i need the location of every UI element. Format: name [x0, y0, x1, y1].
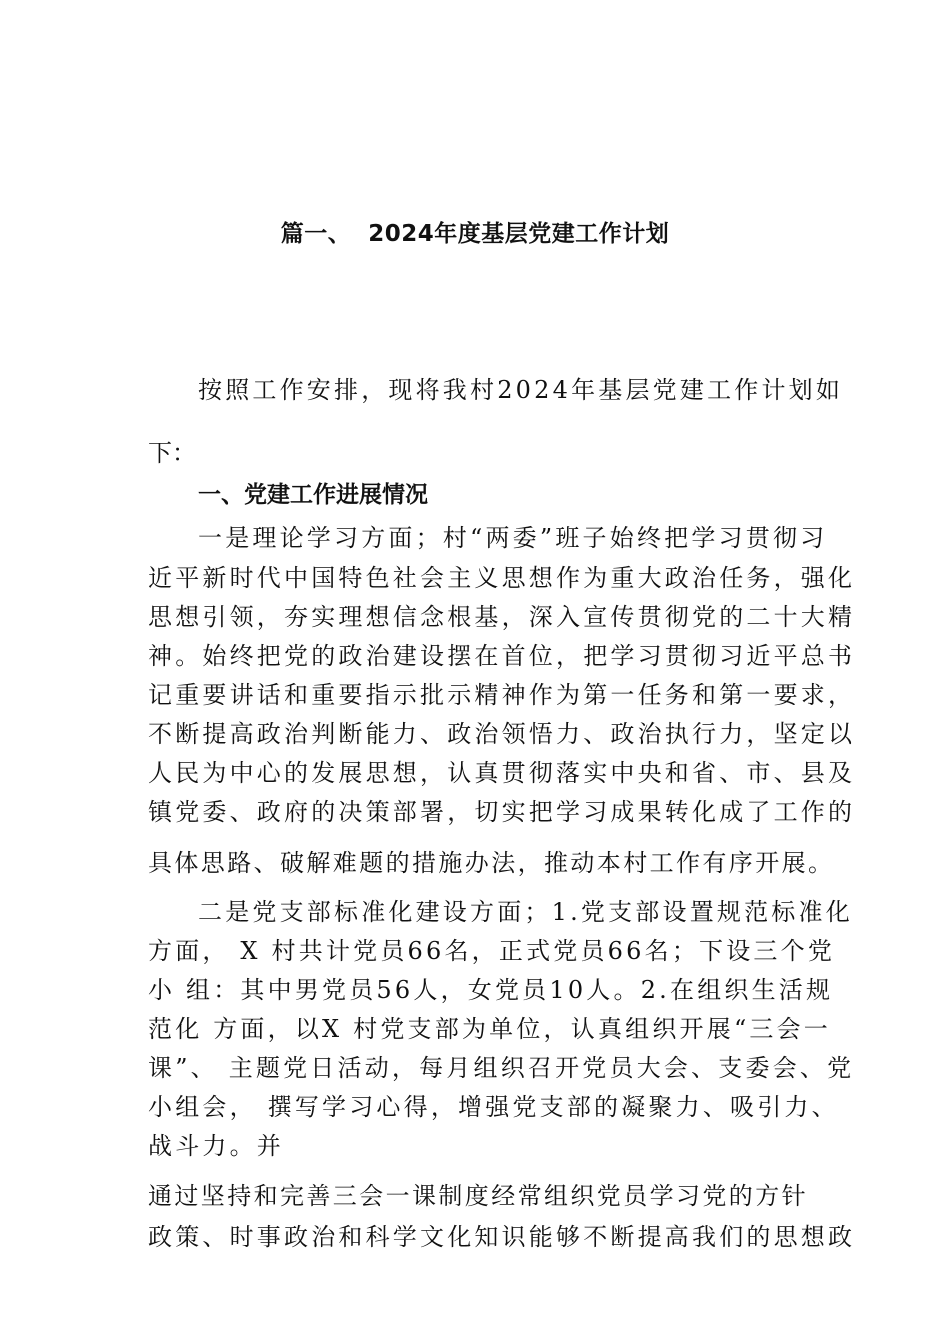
para1-line-4: 神。始终把党的政治建设摆在首位，把学习贯彻习近平总书 — [148, 642, 856, 670]
intro-line-2: 下： — [148, 439, 196, 467]
para2-line-2: 方面， X 村共计党员66名，正式党员66名；下设三个党 — [148, 937, 836, 965]
para1-line-7: 人民为中心的发展思想，认真贯彻落实中央和省、市、县及 — [148, 759, 856, 787]
intro-line-1: 按照工作安排，现将我村2024年基层党建工作计划如 — [198, 376, 844, 404]
para1-line-1: 一是理论学习方面；村“两委”班子始终把学习贯彻习 — [198, 524, 828, 552]
section-heading: 一、党建工作进展情况 — [198, 482, 428, 508]
para3-line-1: 通过坚持和完善三会一课制度经常组织党员学习党的方针 — [148, 1182, 808, 1210]
para2-line-1: 二是党支部标准化建设方面；1.党支部设置规范标准化 — [198, 898, 853, 926]
para2-line-3: 小 组：其中男党员56人，女党员10人。2.在组织生活规 — [148, 976, 834, 1004]
para2-line-6: 小组会， 撰写学习心得，增强党支部的凝聚力、吸引力、 — [148, 1093, 839, 1121]
document-title: 篇一、 2024年度基层党建工作计划 — [280, 221, 670, 247]
para1-line-3: 思想引领，夯实理想信念根基，深入宣传贯彻党的二十大精 — [148, 603, 856, 631]
para3-line-2: 政策、时事政治和科学文化知识能够不断提高我们的思想政 — [148, 1223, 856, 1251]
para2-line-7: 战斗力。并 — [148, 1132, 284, 1160]
para2-line-5: 课”、 主题党日活动，每月组织召开党员大会、支委会、党 — [148, 1054, 855, 1082]
para2-line-4: 范化 方面，以X 村党支部为单位，认真组织开展“三会一 — [148, 1015, 832, 1043]
para1-line-6: 不断提高政治判断能力、政治领悟力、政治执行力，坚定以 — [148, 720, 856, 748]
para1-line-5: 记重要讲话和重要指示批示精神作为第一任务和第一要求， — [148, 681, 856, 709]
para1-line-2: 近平新时代中国特色社会主义思想作为重大政治任务，强化 — [148, 564, 856, 592]
para1-line-9: 具体思路、破解难题的措施办法，推动本村工作有序开展。 — [148, 849, 835, 877]
para1-line-8: 镇党委、政府的决策部署，切实把学习成果转化成了工作的 — [148, 798, 856, 826]
